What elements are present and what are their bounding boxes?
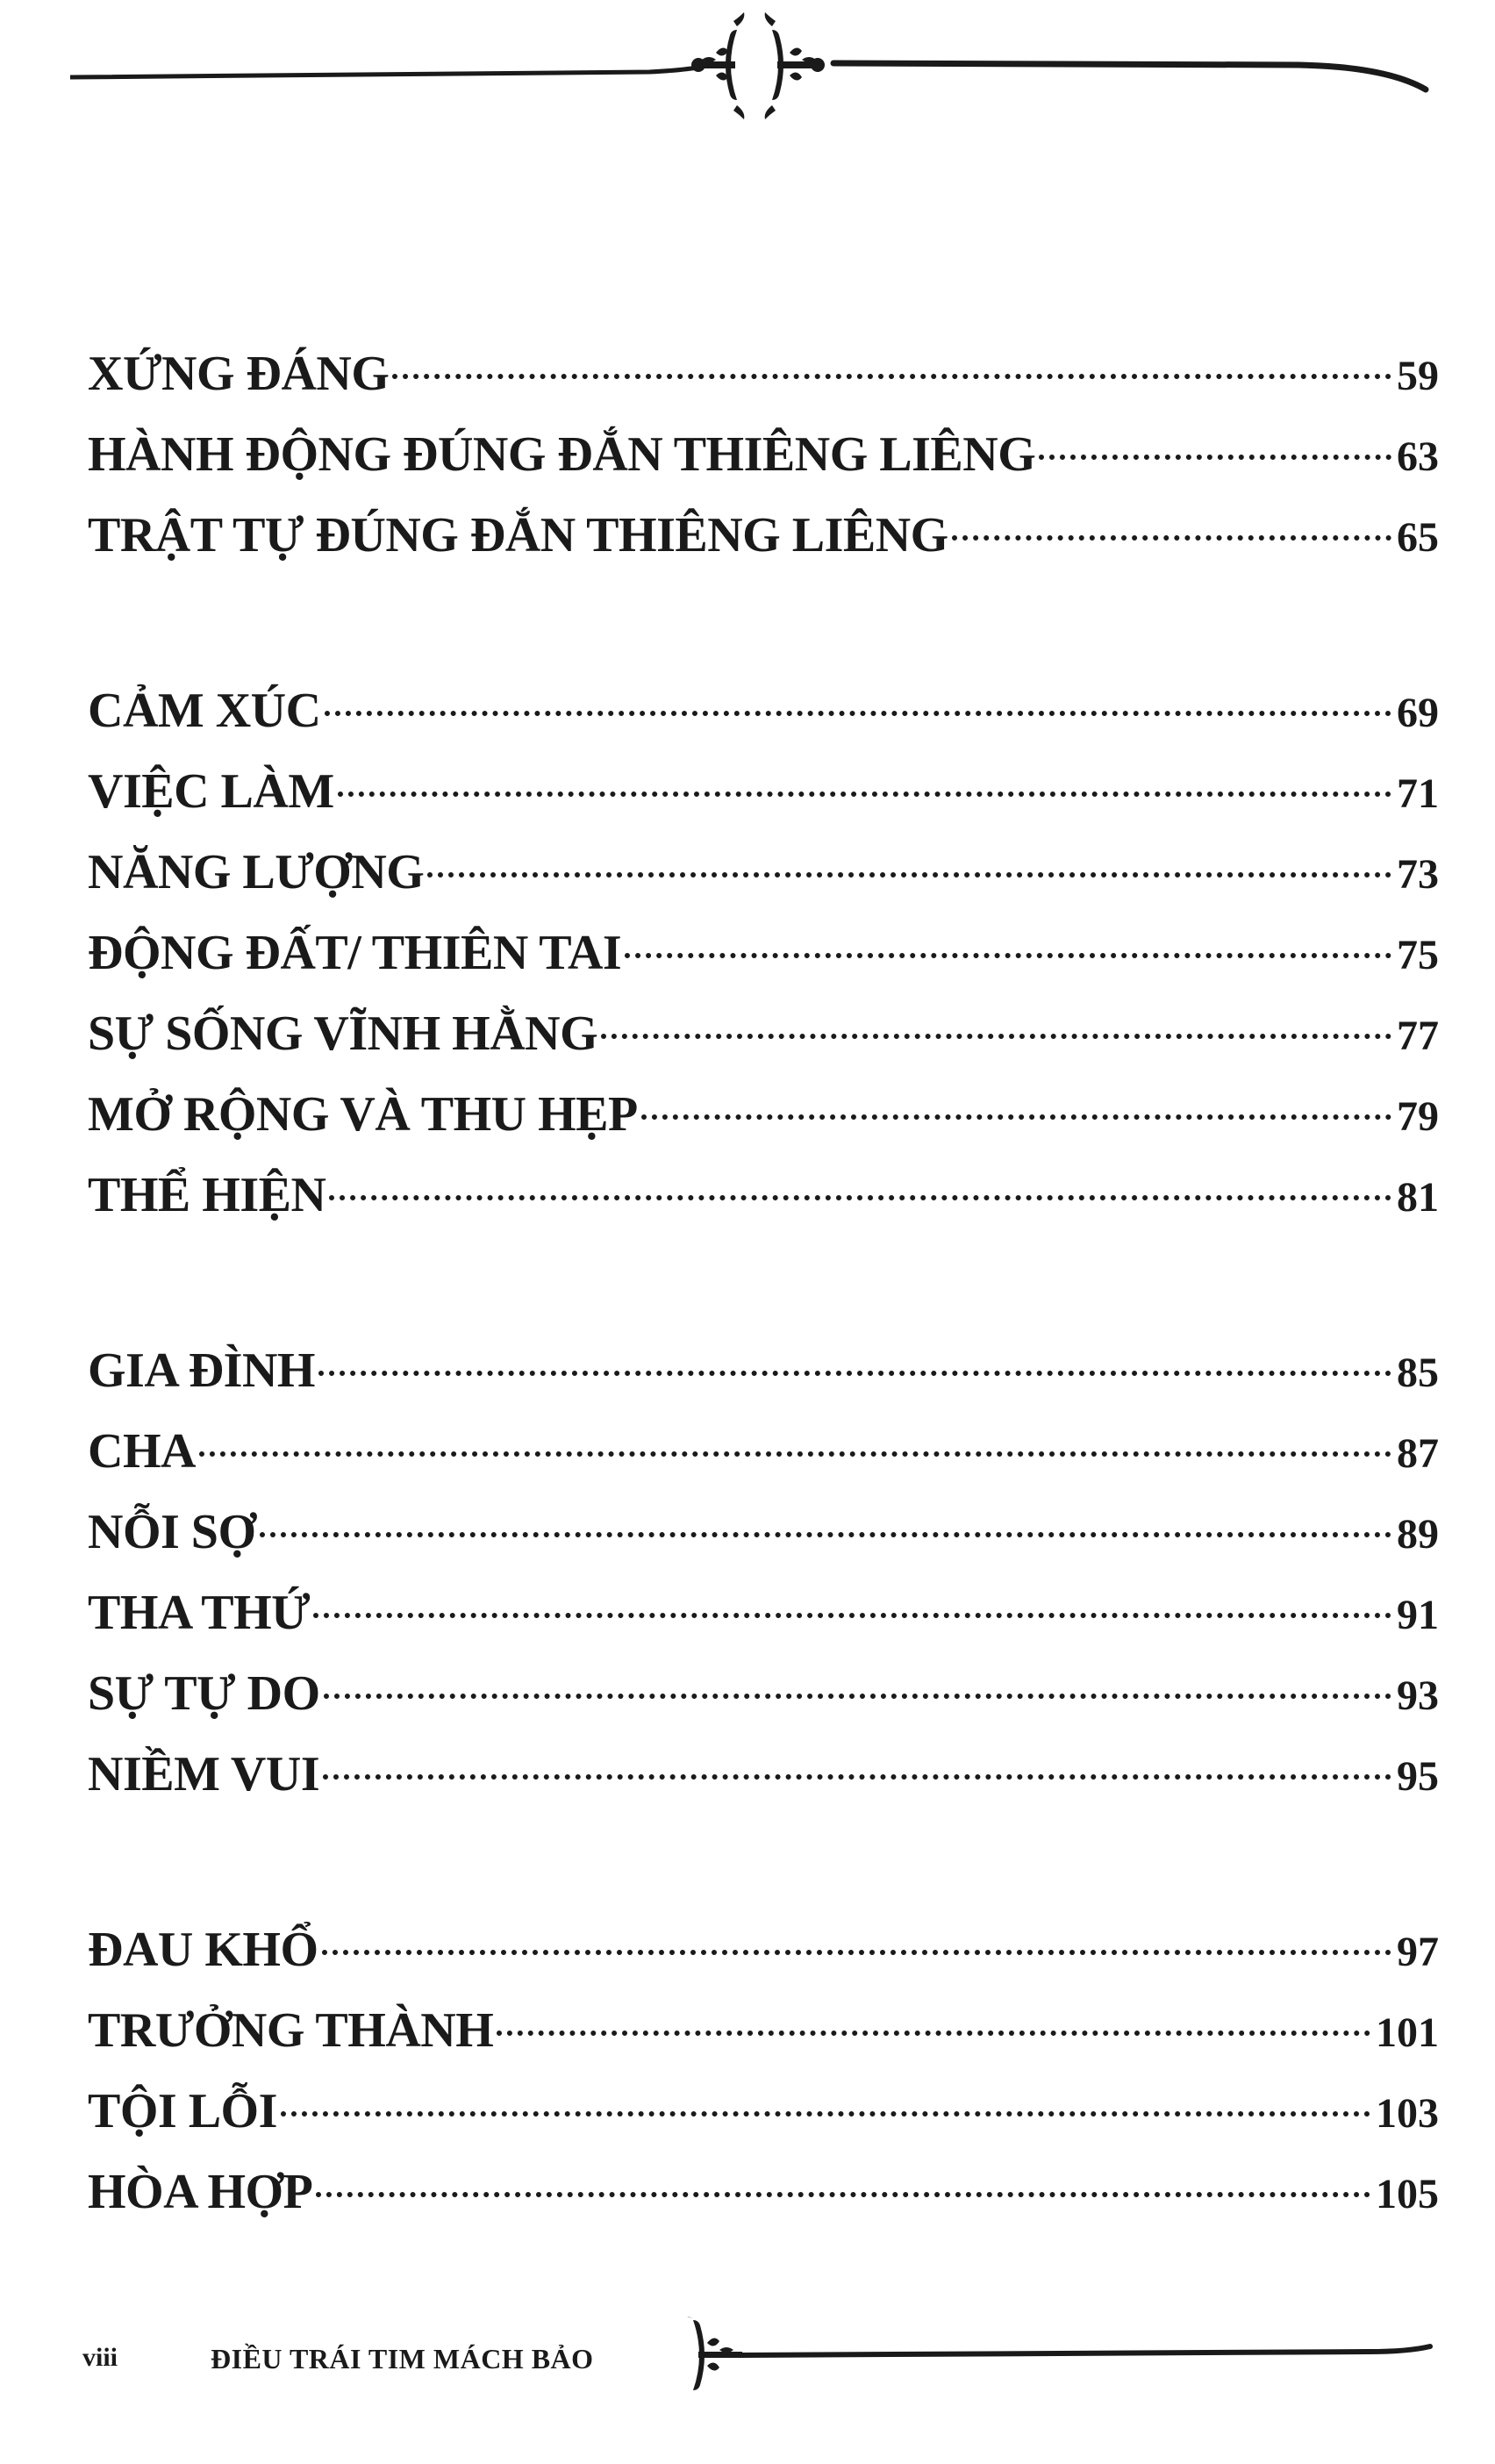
toc-entry-title: XỨNG ĐÁNG xyxy=(88,347,390,401)
toc-entry[interactable] xyxy=(88,1330,1439,1411)
toc-entry-page-number: 85 xyxy=(1397,1350,1439,1396)
toc-entry-page-number: 59 xyxy=(1397,353,1439,399)
toc-dot-leader xyxy=(199,1451,1391,1457)
toc-entry-page-number: 103 xyxy=(1376,2090,1439,2137)
toc-dot-leader xyxy=(322,1950,1392,1955)
toc-entry[interactable] xyxy=(88,832,1439,913)
top-flourish-ornament xyxy=(70,9,1439,123)
toc-dot-leader xyxy=(325,711,1391,716)
page-footer xyxy=(79,2317,1439,2396)
toc-entry-page-number: 101 xyxy=(1376,2009,1439,2056)
toc-entry-title: ĐAU KHỔ xyxy=(88,1923,318,1977)
toc-group xyxy=(88,1330,1439,1815)
toc-entry-page-number: 91 xyxy=(1397,1592,1439,1638)
running-head-title: ĐIỀU TRÁI TIM MÁCH BẢO xyxy=(211,2343,594,2374)
toc-entry[interactable] xyxy=(88,1572,1439,1653)
toc-dot-leader xyxy=(260,1532,1392,1537)
toc-entry[interactable] xyxy=(88,333,1439,414)
toc-group xyxy=(88,1909,1439,2232)
toc-entry-page-number: 73 xyxy=(1397,851,1439,898)
toc-dot-leader xyxy=(1039,455,1391,460)
toc-entry-title: THA THỨ xyxy=(88,1586,311,1640)
toc-entry-page-number: 97 xyxy=(1397,1929,1439,1975)
toc-entry[interactable] xyxy=(88,1155,1439,1236)
toc-entry-page-number: 75 xyxy=(1397,932,1439,978)
toc-entry-title: VIỆC LÀM xyxy=(88,764,334,819)
toc-entry[interactable] xyxy=(88,1074,1439,1155)
toc-entry-page-number: 79 xyxy=(1397,1093,1439,1140)
bottom-flourish-ornament xyxy=(597,2317,1439,2396)
toc-entry[interactable] xyxy=(88,1909,1439,1990)
toc-entry[interactable] xyxy=(88,751,1439,832)
toc-dot-leader xyxy=(316,2192,1370,2197)
toc-entry-title: HÀNH ĐỘNG ĐÚNG ĐẮN THIÊNG LIÊNG xyxy=(88,427,1036,482)
toc-dot-leader xyxy=(392,374,1391,379)
toc-entry-page-number: 65 xyxy=(1397,514,1439,561)
toc-entry-page-number: 81 xyxy=(1397,1174,1439,1221)
toc-entry-page-number: 69 xyxy=(1397,690,1439,736)
toc-entry-title: ĐỘNG ĐẤT/ THIÊN TAI xyxy=(88,926,622,980)
toc-entry-title: TRƯỞNG THÀNH xyxy=(88,2003,494,2058)
toc-entry[interactable] xyxy=(88,1990,1439,2071)
toc-dot-leader xyxy=(318,1371,1391,1376)
toc-entry-title: SỰ SỐNG VĨNH HẰNG xyxy=(88,1006,598,1061)
toc-dot-leader xyxy=(329,1195,1391,1200)
toc-entry-title: TỘI LỖI xyxy=(88,2084,277,2138)
toc-entry-page-number: 93 xyxy=(1397,1673,1439,1719)
toc-entry[interactable] xyxy=(88,2071,1439,2152)
toc-entry-page-number: 77 xyxy=(1397,1013,1439,1059)
toc-dot-leader xyxy=(625,953,1391,958)
toc-entry-title: NIỀM VUI xyxy=(88,1747,320,1801)
toc-entry[interactable] xyxy=(88,1492,1439,1572)
toc-entry[interactable] xyxy=(88,2152,1439,2232)
toc-dot-leader xyxy=(281,2111,1370,2117)
toc-entry[interactable] xyxy=(88,495,1439,576)
toc-dot-leader xyxy=(952,535,1391,541)
toc-group xyxy=(88,670,1439,1236)
toc-entry-page-number: 63 xyxy=(1397,433,1439,480)
toc-entry-page-number: 105 xyxy=(1376,2171,1439,2217)
toc-entry-title: CHA xyxy=(88,1424,196,1479)
toc-dot-leader xyxy=(641,1114,1391,1120)
toc-entry[interactable] xyxy=(88,670,1439,751)
toc-dot-leader xyxy=(427,872,1391,877)
page-number: viii xyxy=(82,2343,118,2372)
toc-dot-leader xyxy=(497,2031,1370,2036)
toc-entry[interactable] xyxy=(88,913,1439,993)
toc-dot-leader xyxy=(338,791,1391,797)
toc-group xyxy=(88,333,1439,576)
toc-entry-title: SỰ TỰ DO xyxy=(88,1666,320,1721)
table-of-contents xyxy=(88,333,1439,2232)
toc-entry-title: THỂ HIỆN xyxy=(88,1168,326,1222)
toc-entry[interactable] xyxy=(88,414,1439,495)
toc-entry-title: NỖI SỢ xyxy=(88,1505,256,1559)
toc-dot-leader xyxy=(601,1034,1391,1039)
toc-entry[interactable] xyxy=(88,1653,1439,1734)
toc-entry-page-number: 89 xyxy=(1397,1511,1439,1558)
toc-entry-title: NĂNG LƯỢNG xyxy=(88,845,425,899)
toc-entry-page-number: 95 xyxy=(1397,1753,1439,1800)
toc-entry-page-number: 87 xyxy=(1397,1430,1439,1477)
toc-entry-title: CẢM XÚC xyxy=(88,684,321,738)
toc-entry-title: MỞ RỘNG VÀ THU HẸP xyxy=(88,1087,638,1142)
toc-entry-page-number: 71 xyxy=(1397,770,1439,817)
toc-entry-title: TRẬT TỰ ĐÚNG ĐẮN THIÊNG LIÊNG xyxy=(88,508,948,562)
toc-dot-leader xyxy=(324,1694,1391,1699)
toc-entry-title: HÒA HỢP xyxy=(88,2165,313,2219)
toc-entry[interactable] xyxy=(88,993,1439,1074)
toc-entry[interactable] xyxy=(88,1411,1439,1492)
toc-entry-title: GIA ĐÌNH xyxy=(88,1343,315,1398)
toc-dot-leader xyxy=(313,1613,1391,1618)
toc-entry[interactable] xyxy=(88,1734,1439,1815)
toc-dot-leader xyxy=(323,1774,1391,1780)
